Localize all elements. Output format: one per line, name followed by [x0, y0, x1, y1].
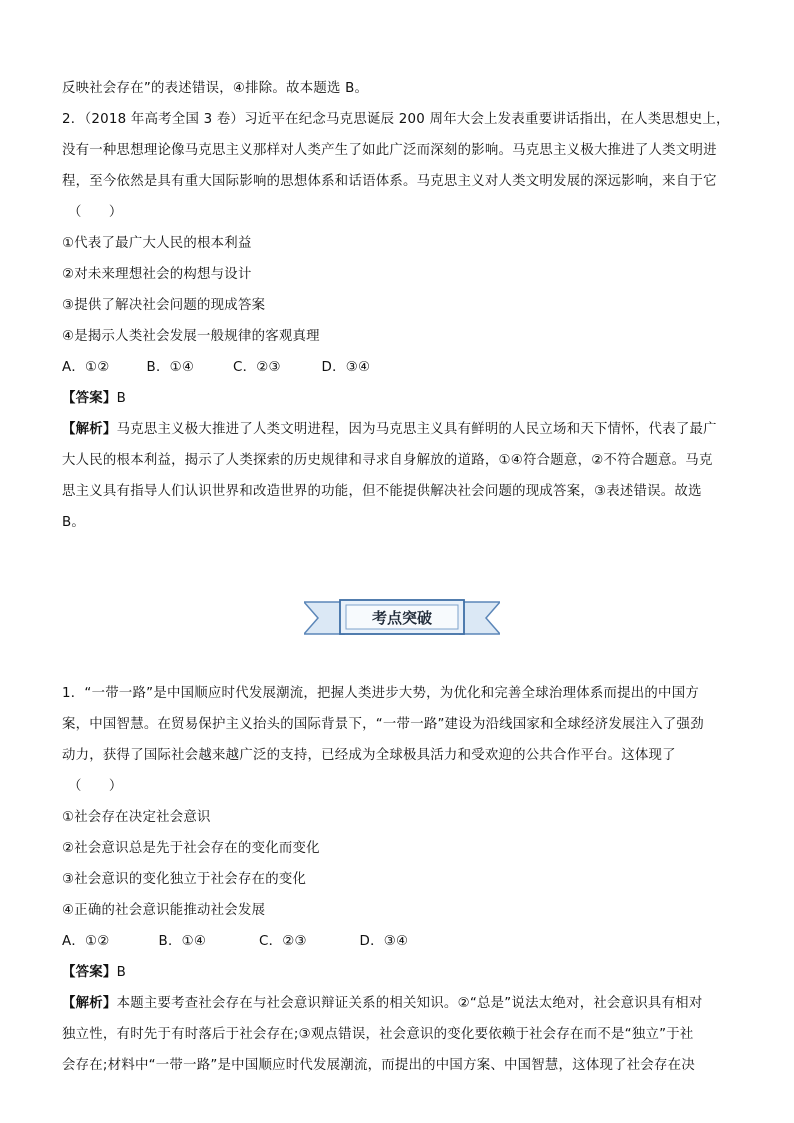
option-d: D．③④	[321, 360, 371, 375]
analysis-text: 马克思主义极大推进了人类文明进程，因为马克思主义具有鲜明的人民立场和天下情怀，代表了最广	[116, 422, 717, 437]
choice-item: ③社会意识的变化独立于社会存在的变化	[62, 872, 307, 887]
question-stem-line: 1．“一带一路”是中国顺应时代发展潮流，把握人类进步大势，为优化和完善全球治理体系而提出的中国方	[62, 686, 699, 701]
choice-item: ③提供了解决社会问题的现成答案	[62, 298, 266, 313]
document-page	[62, 80, 742, 1088]
choice-item: ②对未来理想社会的构想与设计	[62, 267, 252, 282]
question-stem-line: （ ）	[68, 779, 123, 794]
answer-value: B	[116, 965, 126, 980]
choice-item: ②社会意识总是先于社会存在的变化而变化	[62, 841, 320, 856]
answer-options	[62, 359, 742, 390]
analysis-line: 大人民的根本利益，揭示了人类探索的历史规律和寻求自身解放的道路，①④符合题意，②不符合题意。马克	[62, 453, 713, 468]
option-b: B．①④	[158, 934, 207, 949]
choice-item: ④是揭示人类社会发展一般规律的客观真理	[62, 329, 320, 344]
answer-line	[62, 390, 742, 421]
option-b: B．①④	[146, 360, 195, 375]
analysis-label: 【解析】	[62, 996, 117, 1011]
previous-question-tail: 反映社会存在”的表述错误，④排除。故本题选 B。	[62, 81, 369, 96]
analysis-line: 独立性，有时先于有时落后于社会存在;③观点错误，社会意识的变化要依赖于社会存在而不是“独立”于社	[62, 1027, 694, 1042]
question-stem-line: 动力，获得了国际社会越来越广泛的支持，已经成为全球极具活力和受欢迎的公共合作平台。这体现了	[62, 748, 676, 763]
option-d: D．③④	[359, 934, 409, 949]
analysis-line: 会存在;材料中“一带一路”是中国顺应时代发展潮流，而提出的中国方案、中国智慧，这体现了社会存在决	[62, 1058, 695, 1073]
question-2	[62, 111, 742, 545]
analysis-line: B。	[62, 515, 86, 530]
choice-item: ①代表了最广大人民的根本利益	[62, 236, 252, 251]
banner-text: 考点突破	[371, 609, 433, 627]
section-banner	[62, 585, 742, 651]
option-c: C．②③	[259, 934, 307, 949]
analysis-line	[62, 995, 742, 1026]
question-stem-line: 没有一种思想理论像马克思主义那样对人类产生了如此广泛而深刻的影响。马克思主义极大推进了人类文明进	[62, 143, 717, 158]
question-stem-line: （ ）	[68, 205, 123, 220]
ribbon-banner-graphic	[304, 598, 500, 638]
option-c: C．②③	[233, 360, 281, 375]
analysis-line	[62, 421, 742, 452]
question-1	[62, 685, 742, 1088]
question-stem-line: 案，中国智慧。在贸易保护主义抬头的国际背景下，“一带一路”建设为沿线国家和全球经济发展注入了强劲	[62, 717, 704, 732]
analysis-label: 【解析】	[62, 422, 117, 437]
answer-label: 【答案】	[62, 965, 117, 980]
choice-item: ①社会存在决定社会意识	[62, 810, 211, 825]
option-a: A．①②	[62, 934, 110, 949]
analysis-text: 本题主要考查社会存在与社会意识辩证关系的相关知识。②“总是”说法太绝对，社会意识具有相对	[116, 996, 703, 1011]
question-stem-line: 2．（2018 年高考全国 3 卷）习近平在纪念马克思诞辰 200 周年大会上发表重要讲话指出，在人类思想史上，	[62, 112, 730, 127]
option-a: A．①②	[62, 360, 110, 375]
answer-options	[62, 933, 742, 964]
question-stem-line: 程，至今依然是具有重大国际影响的思想体系和话语体系。马克思主义对人类文明发展的深远影响，来自于它	[62, 174, 717, 189]
answer-value: B	[116, 391, 126, 406]
choice-item: ④正确的社会意识能推动社会发展	[62, 903, 266, 918]
answer-label: 【答案】	[62, 391, 117, 406]
analysis-line: 思主义具有指导人们认识世界和改造世界的功能，但不能提供解决社会问题的现成答案，③表述错误。故选	[62, 484, 702, 499]
answer-line	[62, 964, 742, 995]
